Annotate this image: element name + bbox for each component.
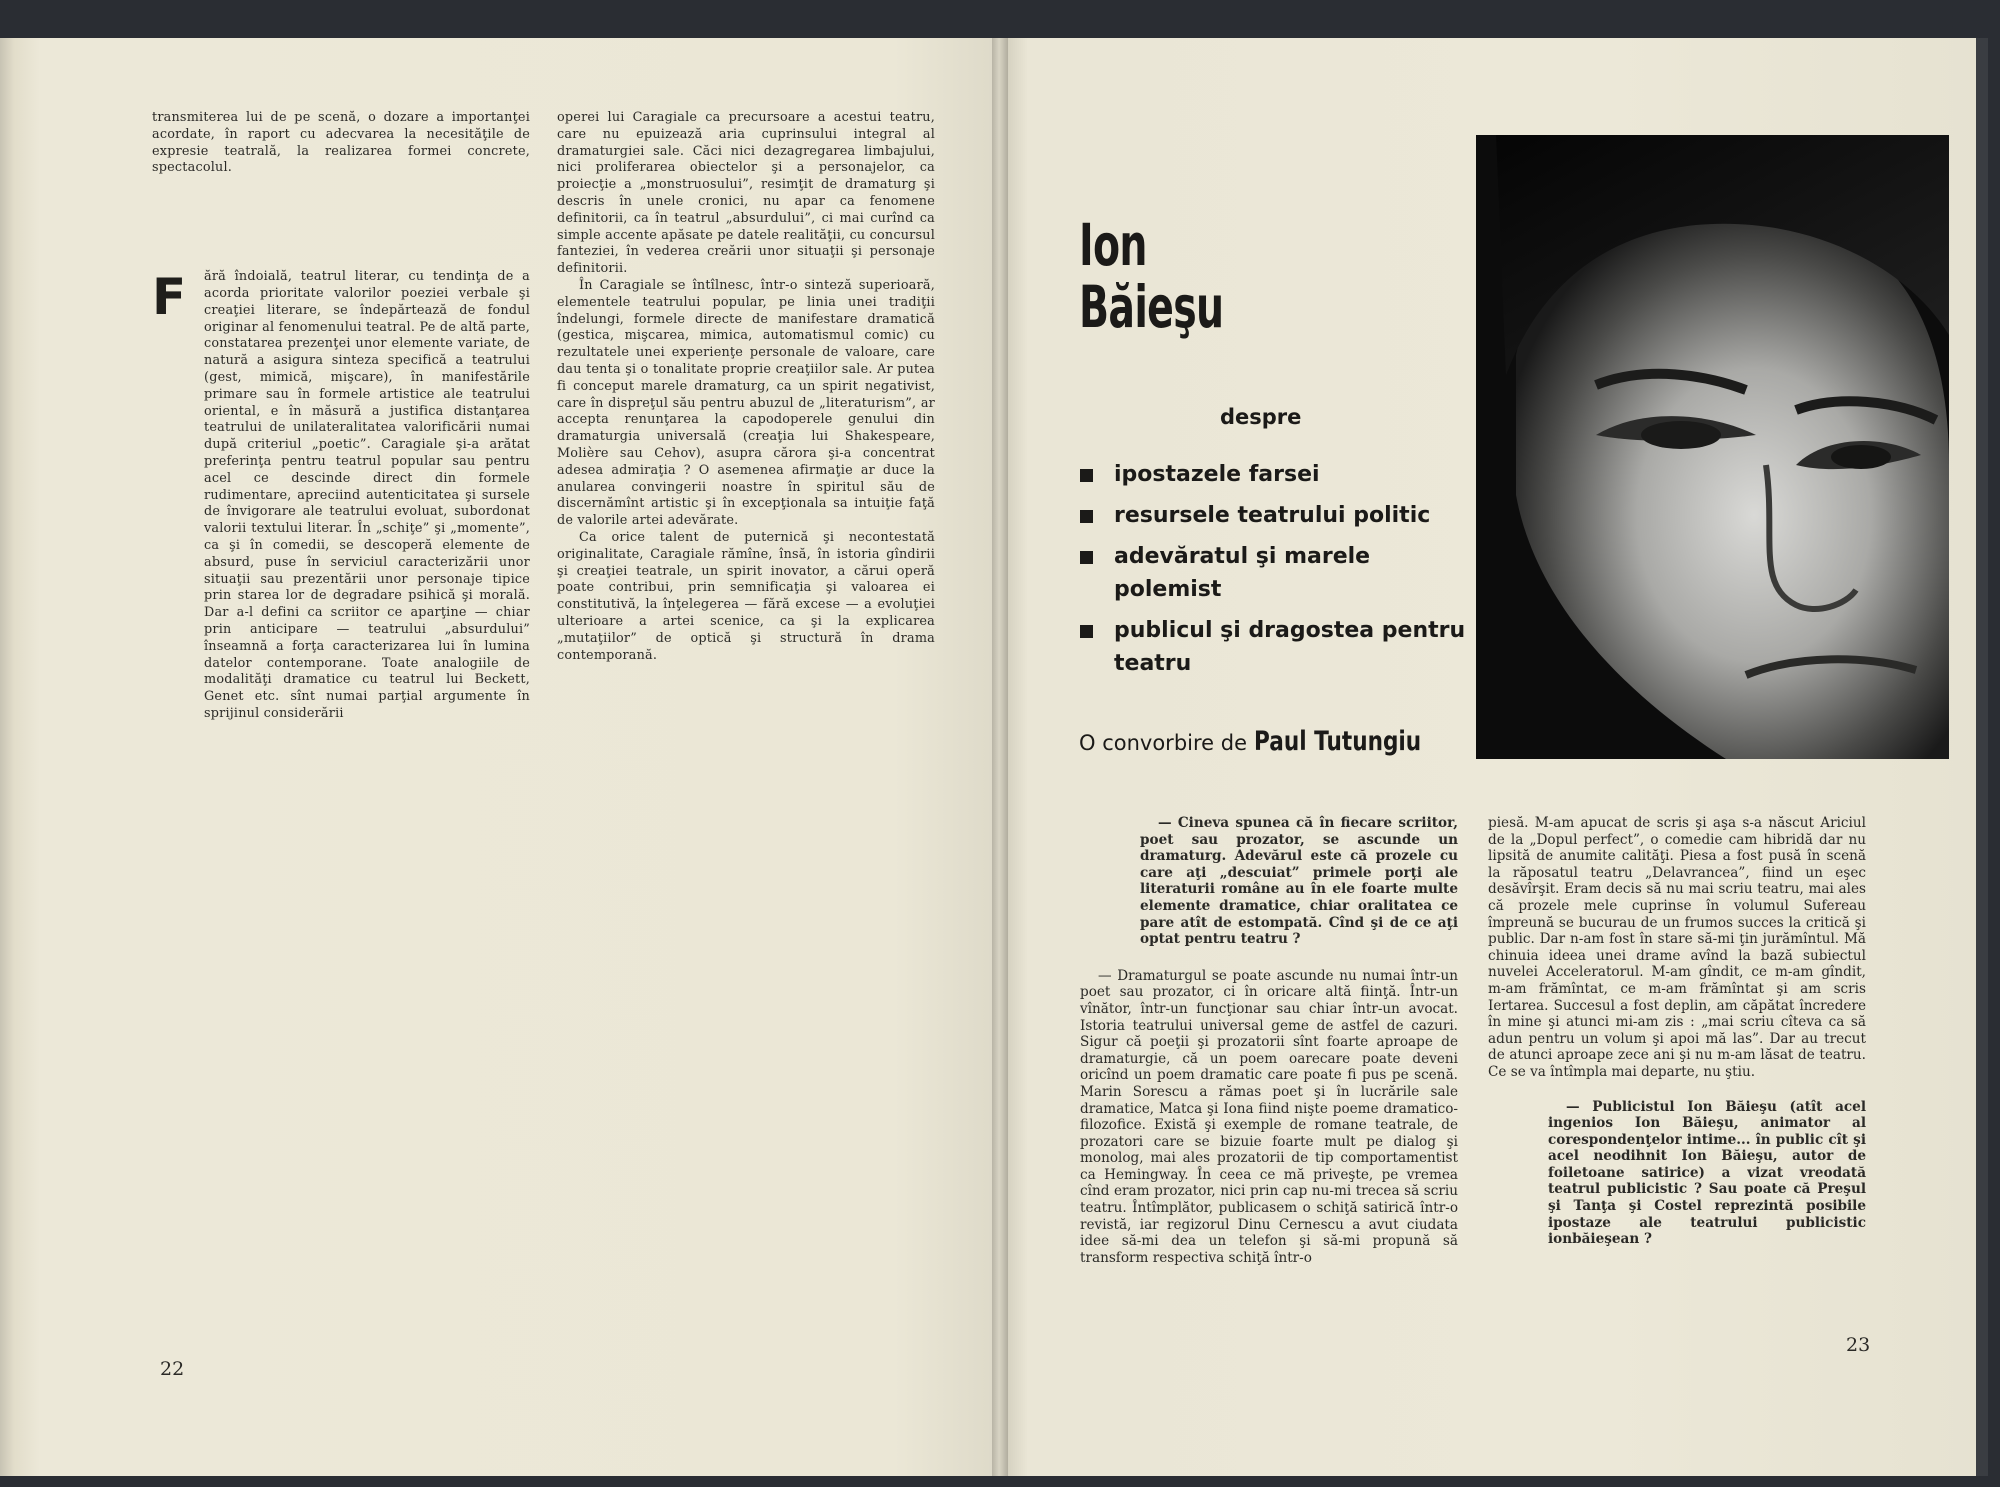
square-bullet-icon xyxy=(1080,469,1093,482)
subtitle-despre: despre xyxy=(1220,405,1302,429)
title-line-2: Băieşu xyxy=(1079,273,1224,341)
paragraph: În Caragiale se întîlnesc, într-o sinteză superioară, elementele teatrului popular, pe linia unei tradiţii îndelungi, formele directe de manifestare dramatică (gestica, mişcarea, mimica, automatismul comic) cu rezultatele unei experienţe personale de valoare, care dau tenta şi o tonalitate proprie creaţiilor sale. Ar putea fi conceput marele dramaturg, ca un spirit negativist, care în dispreţul său pentru abuzul de „literaturism”, ar accepta renunţarea la capodoperele genului din dramaturgia universală (creaţia lui Shakespeare, Molière sau Cehov), asupra cărora şi-a concentrat adesea admiraţia ? O asemenea afirmaţie ar duce la anularea convingerii noastre în spiritul său de discernămînt artistic şi în excepţionala sa intuiţie faţă de valorile artei adevărate. xyxy=(557,277,935,529)
interview-question: — Publicistul Ion Băieşu (atît acel ingenios Ion Băieşu, animator al corespondenţelor intime... în public cît şi acel neodihnit Ion Băieşu, autor de foiletoane satirice) a vizat vreodată teatrul publicistic ? Sau poate că Preşul şi Tanţa şi Costel reprezintă posibile ipostaze ale teatrului publicistic ionbăieşean ? xyxy=(1548,1098,1866,1248)
paragraph-continuation: transmiterea lui de pe scenă, o dozare a importanţei acordate, în raport cu adecvarea la necesităţile de expresie teatrală, la realizarea formei concrete, spectacolul. xyxy=(152,110,530,176)
interview-answer-continued: piesă. M-am apucat de scris şi aşa s-a născut Ariciul de la „Dopul perfect”, o comedie cam hibridă dar nu lipsită de anumite calităţi. Piesa a fost pusă în scenă la răposatul teatru „Delavrancea”, fiind un eşec desăvîrşit. Eram decis să nu mai scriu teatru, mai ales că prozele mele cuprinse în volumul Sufereau împreună se bucurau de un frumos succes la critică şi public. Dar n-am fost în stare să-mi ţin jurămîntul. Mă chinuia ideea unei drame avînd la bază subiectul nuvelei Acceleratorul. M-am gîndit, ce m-am gîndit, m-am frămîntat, ce m-am frămîntat şi am scris Iertarea. Succesul a fost deplin, am căpătat încredere în mine şi atunci mi-am zis : „mai scriu cîteva ca să adun pentru un volum şi apoi mă las”. Dar au trecut de atunci aproape zece ani şi nu m-am lăsat de teatru. Ce se va întîmpla mai departe, nu ştiu. xyxy=(1488,815,1866,1080)
paragraph-dropcap xyxy=(152,268,530,723)
page-number-left: 22 xyxy=(160,1358,185,1380)
interview-question: — Cineva spunea că în fiecare scriitor, poet sau prozator, se ascunde un dramaturg. Adevărul este că prozele cu care aţi „descuiat” primele porţi ale literaturii române au în ele foarte multe elemente dramatice, chiar oralitatea ce pare atît de estompată. Cînd şi de ce aţi optat pentru teatru ? xyxy=(1140,815,1458,948)
right-column-2 xyxy=(1488,815,1866,1248)
portrait-photo xyxy=(1476,135,1949,759)
square-bullet-icon xyxy=(1080,625,1093,638)
topic-item: publicul şi dragostea pentru teatru xyxy=(1080,614,1475,680)
cover-edge xyxy=(1976,38,1988,1476)
page-number-right: 23 xyxy=(1846,1334,1871,1356)
topic-item: adevăratul şi marele polemist xyxy=(1080,540,1475,606)
interview-answer: — Dramaturgul se poate ascunde nu numai într-un poet sau prozator, ci în oricare altă fiinţă. Într-un vînător, într-un funcţionar sau chiar într-un avocat. Istoria teatrului universal geme de astfel de cazuri. Sigur că poeţii şi prozatorii sînt foarte aproape de dramaturgie, că un poem oarecare poate deveni oricînd un poem dramatic care poate fi pus pe scenă. Marin Sorescu a rămas poet şi în lucrările sale dramatice, Matca şi Iona fiind nişte poeme dramatico-filozofice. Există şi exemple de romane teatrale, de prozatori care se bizuie foarte mult pe dialog şi monolog, mai ales prozatorii de tip comportamentist ca Hemingway. În ceea ce mă priveşte, pe vremea cînd eram prozator, nici prin cap nu-mi trecea să scriu teatru. Întîmplător, publicasem o schiţă satirică într-o revistă, iar regizorul Dinu Cernescu a avut ciudata idee să-mi dea un telefon şi să-mi propună să transform respectiva schiţă într-o xyxy=(1080,967,1458,1266)
byline xyxy=(1079,726,1463,757)
topic-list xyxy=(1080,458,1475,688)
left-page xyxy=(0,38,994,1476)
left-column-1 xyxy=(152,110,530,723)
open-book xyxy=(0,38,2000,1476)
right-column-1 xyxy=(1080,815,1458,1266)
portrait-face-image xyxy=(1476,135,1949,759)
article-title xyxy=(1079,211,1224,341)
paragraph-body: ără îndoială, teatrul literar, cu tendinţa de a acorda prioritate valorilor poeziei verbale şi creaţiei literare, se îndepărtează de fondul originar al fenomenului teatral. Pe de altă parte, constatarea prezenţei unor elemente variate, de natură a asigura sinteza specifică a teatrului (gest, mimică, mişcare), în manifestările primare sau în formele artistice ale teatrului oriental, e în măsură a justifica distanţarea teatrului de unilateralitatea valorificării numai după criteriul „poetic”. Caragiale şi-a arătat preferinţa pentru teatrul popular sau pentru acel ce descinde direct din formele rudimentare, apreciind autenticitatea şi sursele de învigorare ale teatrului evoluat, subordonat valorii textului literar. În „schiţe” şi „momente”, ca şi în comedii, se descoperă elemente de absurd, puse în serviciul caracterizării unor situaţii sau prezentării unor personaje tipice prin starea lor de degradare psihică şi morală. Dar a-l defini ca scriitor ce aparţine — chiar prin anticipare — teatrului „absurdului” înseamnă a forţa caracterizarea lui în lumina datelor contemporane. Toate analogiile de modalităţi dramatice cu teatrul lui Beckett, Genet etc. sînt numai parţial argumente în sprijinul considerării xyxy=(204,269,530,721)
topic-item: resursele teatrului politic xyxy=(1080,499,1475,532)
drop-cap: F xyxy=(152,268,187,327)
paragraph: operei lui Caragiale ca precursoare a acestui teatru, care nu epuizează aria cuprinsului integral al dramaturgiei sale. Căci nici dezagregarea limbajului, nici proliferarea obiectelor şi a personajelor, ca proiecţie a „monstruosului”, resimţit de dramaturg şi descris în unele cronici, nu apar ca fenomene definitorii, ca în teatrul „absurdului”, ci mai curînd ca simple accente apăsate pe datele realităţii, cu concursul fanteziei, în vederea creării unor situaţii şi personaje definitorii. xyxy=(557,110,935,277)
byline-author: Paul Tutungiu xyxy=(1253,726,1421,757)
paragraph: Ca orice talent de puternică şi necontestată originalitate, Caragiale rămîne, însă, în istoria gîndirii şi creaţiei teatrale, un spirit inovator, a cărui operă poate contribui, prin semnificaţia şi valoarea ei constitutivă, la înţelegerea — fără excese — a evoluţiei ulterioare a artei scenice, ca şi la explicarea „mutaţiilor” de optică şi structură în drama contemporană. xyxy=(557,529,935,663)
title-line-1: Ion xyxy=(1079,211,1147,279)
byline-prefix: O convorbire de xyxy=(1079,731,1247,755)
square-bullet-icon xyxy=(1080,510,1093,523)
square-bullet-icon xyxy=(1080,551,1093,564)
left-column-2 xyxy=(557,110,935,664)
topic-item: ipostazele farsei xyxy=(1080,458,1475,491)
